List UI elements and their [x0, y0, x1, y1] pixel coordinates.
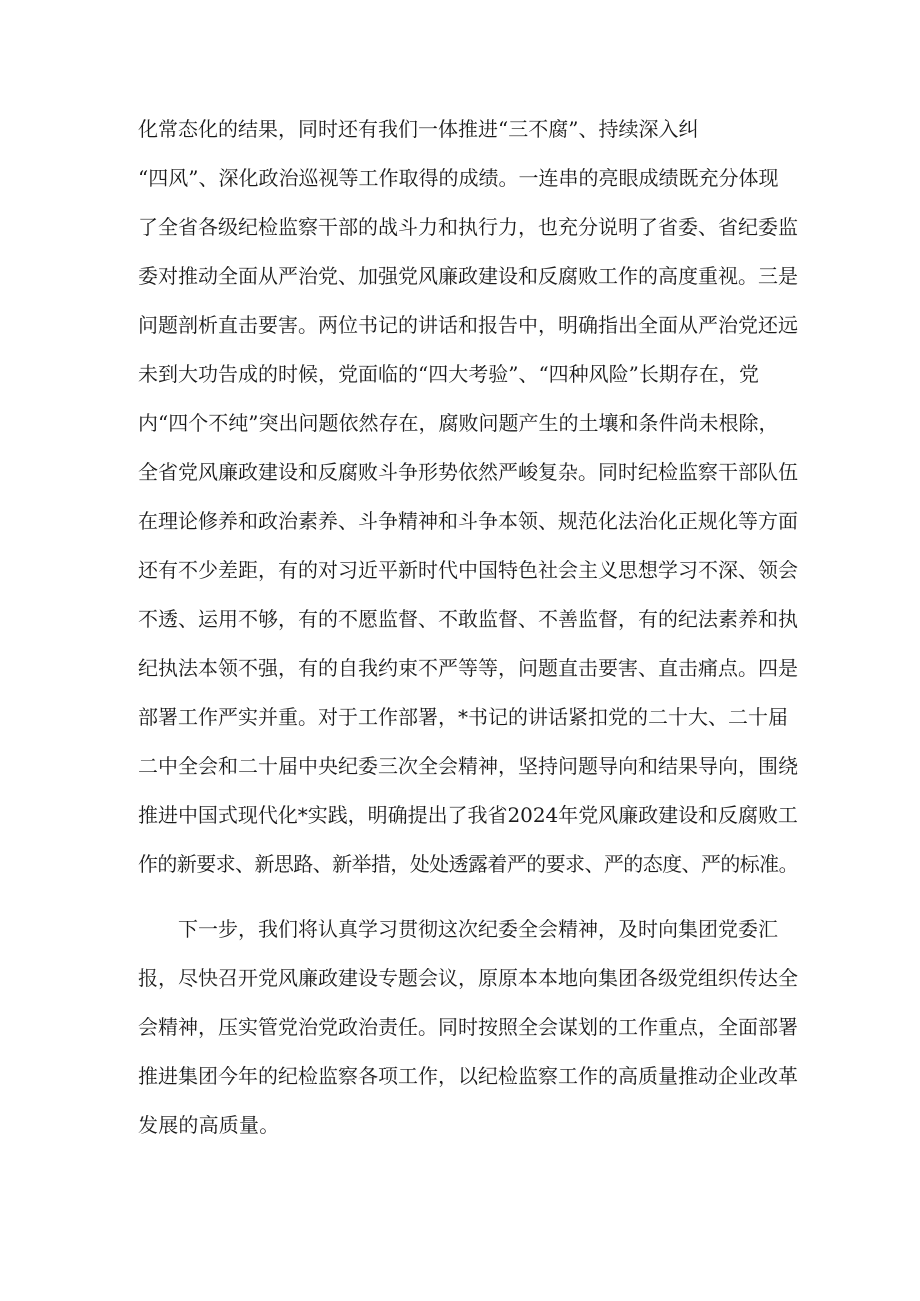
text-line: 纪执法本领不强，有的自我约束不严等等，问题直击要害、直击痛点。四是 [138, 656, 798, 680]
text-line: “四风”、深化政治巡视等工作取得的成绩。一连串的亮眼成绩既充分体现 [138, 166, 779, 190]
text-line: 未到大功告成的时候，党面临的“四大考验”、“四种风险”长期存在，党 [138, 362, 759, 386]
text-line: 全省党风廉政建设和反腐败斗争形势依然严峻复杂。同时纪检监察干部队伍 [138, 460, 798, 484]
text-line: 报，尽快召开党风廉政建设专题会议，原原本本地向集团各级党组织传达全 [138, 966, 798, 990]
text-line: 会精神，压实管党治党政治责任。同时按照全会谋划的工作重点，全面部署 [138, 1015, 798, 1039]
text-line: 内“四个不纯”突出问题依然存在，腐败问题产生的土壤和条件尚未根除， [138, 411, 779, 435]
text-line: 问题剖析直击要害。两位书记的讲话和报告中，明确指出全面从严治党还远 [138, 313, 798, 337]
text-line: 委对推动全面从严治党、加强党风廉政建设和反腐败工作的高度重视。三是 [138, 264, 798, 288]
text-line: 还有不少差距，有的对习近平新时代中国特色社会主义思想学习不深、领会 [138, 558, 798, 582]
text-line: 化常态化的结果，同时还有我们一体推进“三不腐”、持续深入纠 [138, 117, 699, 141]
text-line: 下一步，我们将认真学习贯彻这次纪委全会精神，及时向集团党委汇 [178, 917, 778, 941]
text-line: 二中全会和二十届中央纪委三次全会精神，坚持问题导向和结果导向，围绕 [138, 754, 798, 778]
text-line: 推进中国式现代化*实践，明确提出了我省2024年党风廉政建设和反腐败工 [138, 803, 798, 827]
text-line: 作的新要求、新思路、新举措，处处透露着严的要求、严的态度、严的标准。 [138, 852, 798, 876]
text-line: 发展的高质量。 [138, 1113, 280, 1137]
text-line: 部署工作严实并重。对于工作部署，*书记的讲话紧扣党的二十大、二十届 [138, 705, 788, 729]
text-line: 在理论修养和政治素养、斗争精神和斗争本领、规范化法治化正规化等方面 [138, 509, 798, 533]
text-line: 推进集团今年的纪检监察各项工作，以纪检监察工作的高质量推动企业改革 [138, 1064, 798, 1088]
text-line: 不透、运用不够，有的不愿监督、不敢监督、不善监督，有的纪法素养和执 [138, 607, 798, 631]
text-line: 了全省各级纪检监察干部的战斗力和执行力，也充分说明了省委、省纪委监 [138, 215, 798, 239]
